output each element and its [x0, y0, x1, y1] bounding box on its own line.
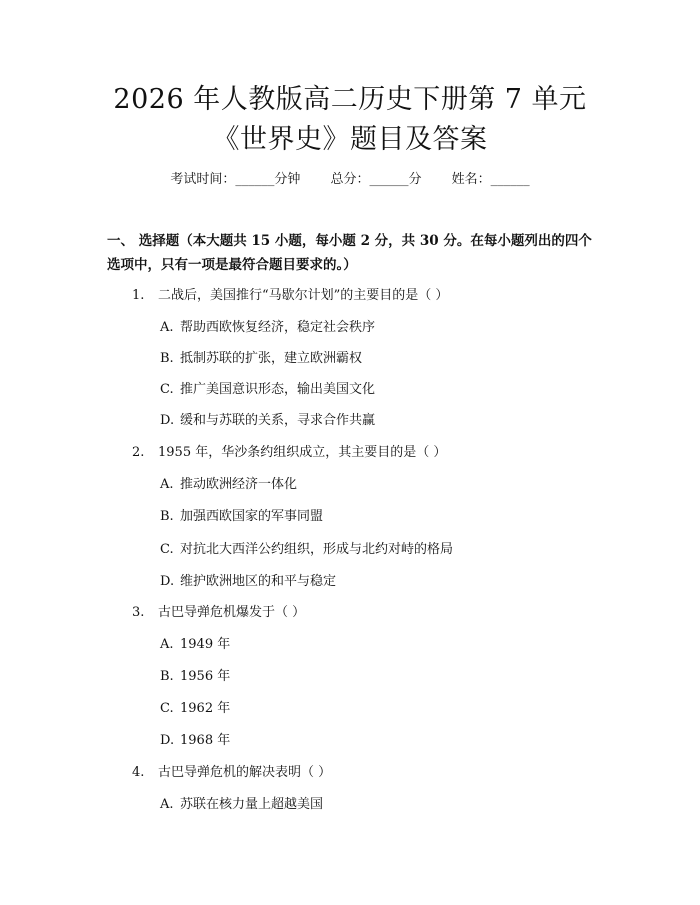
option-1b — [160, 347, 362, 366]
option-1c — [160, 378, 375, 397]
question-text: 古巴导弹危机的解决表明（ ） — [158, 765, 332, 780]
option-letter: D. — [160, 733, 175, 748]
exam-time-field: 考试时间：______分钟 — [170, 172, 301, 187]
option-letter: B. — [160, 509, 174, 524]
option-text: 缓和与苏联的关系，寻求合作共赢 — [180, 413, 376, 428]
option-text: 维护欧洲地区的和平与稳定 — [180, 574, 337, 589]
option-1a — [160, 316, 375, 335]
option-text: 帮助西欧恢复经济，稳定社会秩序 — [180, 320, 376, 335]
option-letter: A. — [160, 797, 174, 812]
student-name-field: 姓名：______ — [451, 172, 530, 187]
question-text: 1955 年，华沙条约组织成立，其主要目的是（ ） — [158, 445, 447, 460]
question-text: 二战后，美国推行“马歇尔计划”的主要目的是（ ） — [158, 288, 449, 303]
option-text: 1956 年 — [180, 669, 231, 684]
option-4a — [160, 793, 323, 812]
option-letter: B. — [160, 669, 174, 684]
question-number: 2. — [132, 445, 145, 460]
section-heading: 一、 选择题（本大题共 15 小题，每小题 2 分，共 30 分。在每小题列出的四个选项中，只有一项是最符合题目要求的。） — [107, 233, 592, 273]
option-3b — [160, 665, 230, 684]
option-letter: C. — [160, 382, 174, 397]
option-text: 推动欧洲经济一体化 — [180, 477, 298, 492]
option-text: 加强西欧国家的军事同盟 — [180, 509, 324, 524]
question-text: 古巴导弹危机爆发于（ ） — [158, 605, 306, 620]
option-1d — [160, 409, 375, 428]
option-3a — [160, 633, 230, 652]
option-text: 1962 年 — [180, 701, 231, 716]
option-letter: C. — [160, 701, 174, 716]
option-letter: D. — [160, 574, 175, 589]
option-letter: A. — [160, 637, 174, 652]
question-number: 4. — [132, 765, 145, 780]
page-title: 2026 年人教版高二历史下册第 7 单元《世界史》题目及答案 — [113, 84, 587, 155]
option-2a — [160, 473, 297, 492]
option-text: 苏联在核力量上超越美国 — [180, 797, 324, 812]
exam-meta — [0, 168, 700, 187]
question-3 — [132, 601, 305, 620]
option-2b — [160, 505, 323, 524]
option-2c — [160, 538, 453, 557]
option-2d — [160, 570, 336, 589]
question-4 — [132, 761, 331, 780]
question-2 — [132, 441, 446, 460]
option-letter: C. — [160, 542, 174, 557]
question-1 — [132, 284, 448, 303]
option-text: 抵制苏联的扩张，建立欧洲霸权 — [180, 351, 363, 366]
option-letter: A. — [160, 320, 174, 335]
option-letter: A. — [160, 477, 174, 492]
option-text: 1949 年 — [180, 637, 231, 652]
total-score-field: 总分：______分 — [330, 172, 422, 187]
option-text: 推广美国意识形态，输出美国文化 — [180, 382, 376, 397]
question-number: 1. — [132, 288, 145, 303]
question-number: 3. — [132, 605, 145, 620]
option-3c — [160, 697, 230, 716]
option-3d — [160, 729, 230, 748]
option-text: 对抗北大西洋公约组织，形成与北约对峙的格局 — [180, 542, 454, 557]
option-text: 1968 年 — [180, 733, 231, 748]
option-letter: D. — [160, 413, 175, 428]
option-letter: B. — [160, 351, 174, 366]
